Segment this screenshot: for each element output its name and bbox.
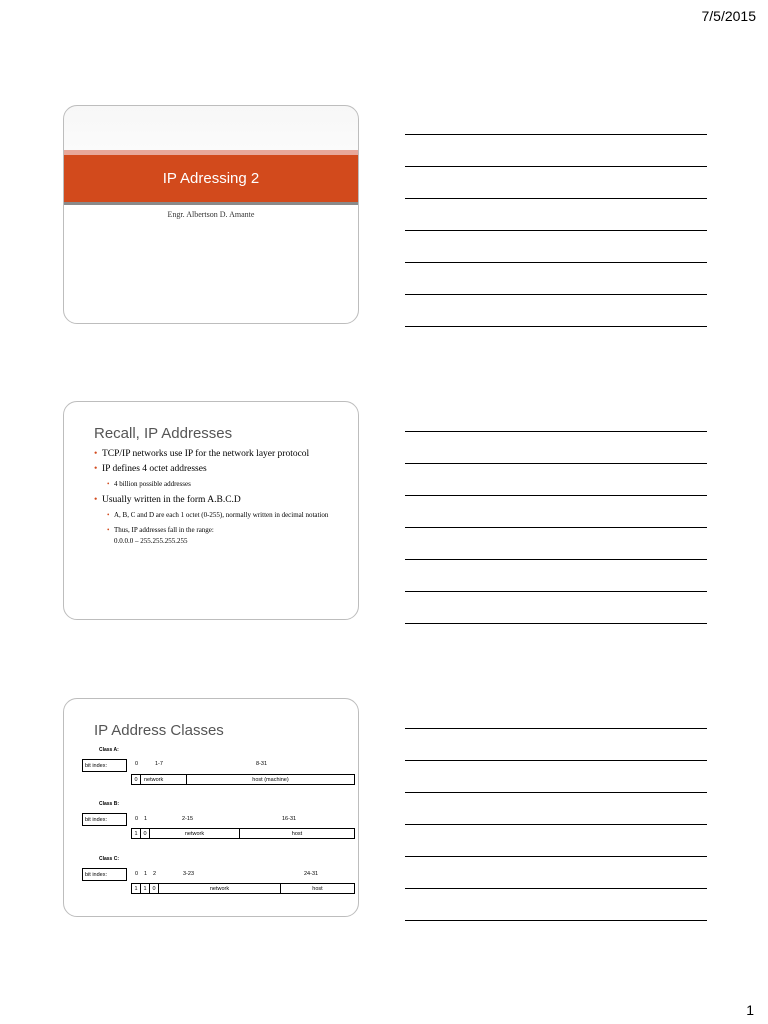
class-a-label: Class A: [99,747,119,753]
sub-bullet: • 4 billion possible addresses [100,479,354,490]
bit-tick: 1-7 [155,761,163,767]
note-line [405,326,707,327]
bit-index-box: bit index: [82,868,127,881]
bit-tick: 3-23 [183,871,195,877]
bit-tick: 24-31 [304,871,319,877]
note-line [405,134,707,135]
note-line [405,198,707,199]
bit-tick: 8-31 [256,761,268,767]
bit-cell: 0 [141,829,150,838]
note-line [405,792,707,793]
class-c-label: Class C: [99,856,120,862]
host-cell: host [312,885,323,892]
bit-cell: 0 [150,884,159,893]
note-line [405,166,707,167]
page-number: 1 [746,1002,754,1018]
note-line [405,623,707,624]
note-line [405,230,707,231]
class-b-bit-row [131,828,355,839]
bit-tick: 16-31 [282,816,297,822]
class-a-bit-row [131,774,355,785]
bit-tick: 1 [144,816,148,822]
bit-tick: 0 [135,871,139,877]
bit-cell: 1 [141,884,150,893]
host-cell: host (machine) [252,776,289,783]
class-b-label: Class B: [99,801,120,807]
bit-tick: 2 [153,871,157,877]
note-line [405,463,707,464]
network-cell: network [159,884,281,893]
slide-1-thumbnail [63,105,359,324]
host-cell: host [291,830,303,837]
bullet: • TCP/IP networks use IP for the network layer protocol [94,449,354,459]
note-line [405,431,707,432]
bit-cell: 1 [132,884,141,893]
bullet: • Usually written in the form A.B.C.D [94,495,354,505]
note-line [405,559,707,560]
bullet: • IP defines 4 octet addresses [94,464,354,474]
note-line [405,760,707,761]
note-line [405,824,707,825]
note-line [405,262,707,263]
network-cell: network [141,775,187,784]
note-line [405,888,707,889]
bit-cell: 0 [132,775,141,784]
bit-tick: 2-15 [182,816,194,822]
slide-2-thumbnail [63,401,359,620]
bit-tick: 1 [144,871,148,877]
sub-bullet-continuation: 0.0.0.0 – 255.255.255.255 [114,536,188,545]
slide-3-thumbnail [63,698,359,917]
note-line [405,527,707,528]
slide-3-title: IP Address Classes [94,722,224,739]
sub-bullet: • A, B, C and D are each 1 octet (0-255), normally written in decimal notation [100,510,354,521]
bit-index-box: bit index: [82,759,127,772]
note-line [405,591,707,592]
note-line [405,294,707,295]
note-line [405,856,707,857]
note-line [405,728,707,729]
note-line [405,920,707,921]
title-underline-bar [64,202,358,205]
class-c-bit-row [131,883,355,894]
bit-tick: 0 [135,816,139,822]
print-date: 7/5/2015 [701,8,756,24]
slide-1-author: Engr. Albertson D. Amante [167,210,255,219]
bit-tick: 0 [135,761,139,767]
slide-2-bullets [94,449,354,545]
slide-2-title: Recall, IP Addresses [94,425,233,442]
bit-cell: 1 [132,829,141,838]
bit-index-box: bit index: [82,813,127,826]
network-cell: network [150,829,240,838]
note-line [405,495,707,496]
slide-1-title: IP Adressing 2 [64,155,358,202]
sub-bullet: • Thus, IP addresses fall in the range: [100,525,354,536]
